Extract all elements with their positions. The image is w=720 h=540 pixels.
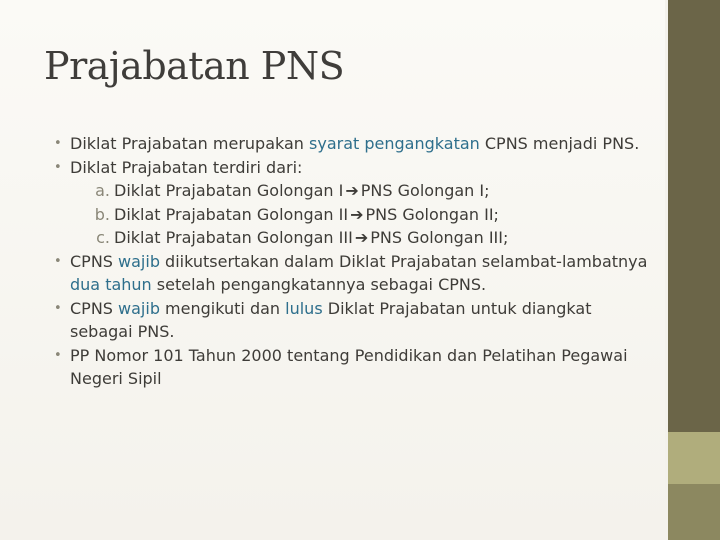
accent-block-dark bbox=[668, 484, 720, 540]
bullet-icon: • bbox=[54, 159, 62, 175]
bullet-icon: • bbox=[54, 136, 62, 151]
sub-item-target: PNS Golongan I; bbox=[360, 181, 490, 200]
highlighted-text: lulus bbox=[285, 298, 323, 318]
bullet-icon: • bbox=[54, 347, 62, 363]
sub-item-marker: b. bbox=[94, 204, 110, 224]
sub-list-item bbox=[54, 203, 654, 227]
sub-item-source: Diklat Prajabatan Golongan I bbox=[114, 181, 344, 200]
bullet-list bbox=[54, 132, 654, 391]
arrow-right-icon: ➔ bbox=[345, 181, 359, 200]
accent-block-light bbox=[668, 432, 720, 484]
bullet-icon: • bbox=[54, 253, 62, 269]
bullet-text: Diklat Prajabatan terdiri dari: bbox=[70, 157, 303, 177]
bullet-icon: • bbox=[54, 300, 62, 316]
bullet-text: diikutsertakan dalam Diklat Prajabatan selambat-lambatnya bbox=[159, 251, 648, 271]
arrow-right-icon: ➔ bbox=[350, 204, 364, 224]
sub-item-source: Diklat Prajabatan Golongan III bbox=[114, 228, 353, 247]
sub-item-source: Diklat Prajabatan Golongan II bbox=[114, 204, 349, 224]
bullet-text: Diklat Prajabatan merupakan bbox=[70, 134, 310, 153]
highlighted-text: dua tahun bbox=[70, 275, 152, 294]
sub-item-target: PNS Golongan III; bbox=[370, 228, 509, 247]
highlighted-text: syarat pengangkatan bbox=[309, 134, 480, 153]
sub-item-marker: c. bbox=[96, 228, 110, 247]
sub-list-item bbox=[54, 226, 654, 250]
sub-item-target: PNS Golongan II; bbox=[365, 204, 499, 224]
slide-title: Prajabatan PNS bbox=[44, 44, 345, 88]
bullet-text: Diklat Prajabatan untuk diangkat sebagai PNS. bbox=[70, 298, 592, 341]
bullet-text: CPNS bbox=[70, 251, 119, 271]
bullet-item bbox=[54, 297, 654, 344]
sub-item-marker: a. bbox=[95, 181, 110, 200]
highlighted-text: wajib bbox=[118, 298, 160, 318]
bullet-item bbox=[54, 132, 654, 156]
bullet-item bbox=[54, 344, 654, 391]
bullet-text: CPNS bbox=[70, 298, 119, 318]
sub-list-item bbox=[54, 179, 654, 203]
bullet-text: mengikuti dan bbox=[159, 298, 286, 318]
bullet-item bbox=[54, 250, 654, 297]
bullet-item bbox=[54, 156, 654, 180]
highlighted-text: wajib bbox=[118, 251, 160, 271]
bullet-text: setelah pengangkatannya sebagai CPNS. bbox=[151, 275, 487, 294]
bullet-text: PP Nomor 101 Tahun 2000 tentang Pendidikan dan Pelatihan Pegawai Negeri Sipil bbox=[70, 345, 628, 388]
arrow-right-icon: ➔ bbox=[354, 228, 369, 247]
bullet-text: CPNS menjadi PNS. bbox=[479, 134, 640, 153]
